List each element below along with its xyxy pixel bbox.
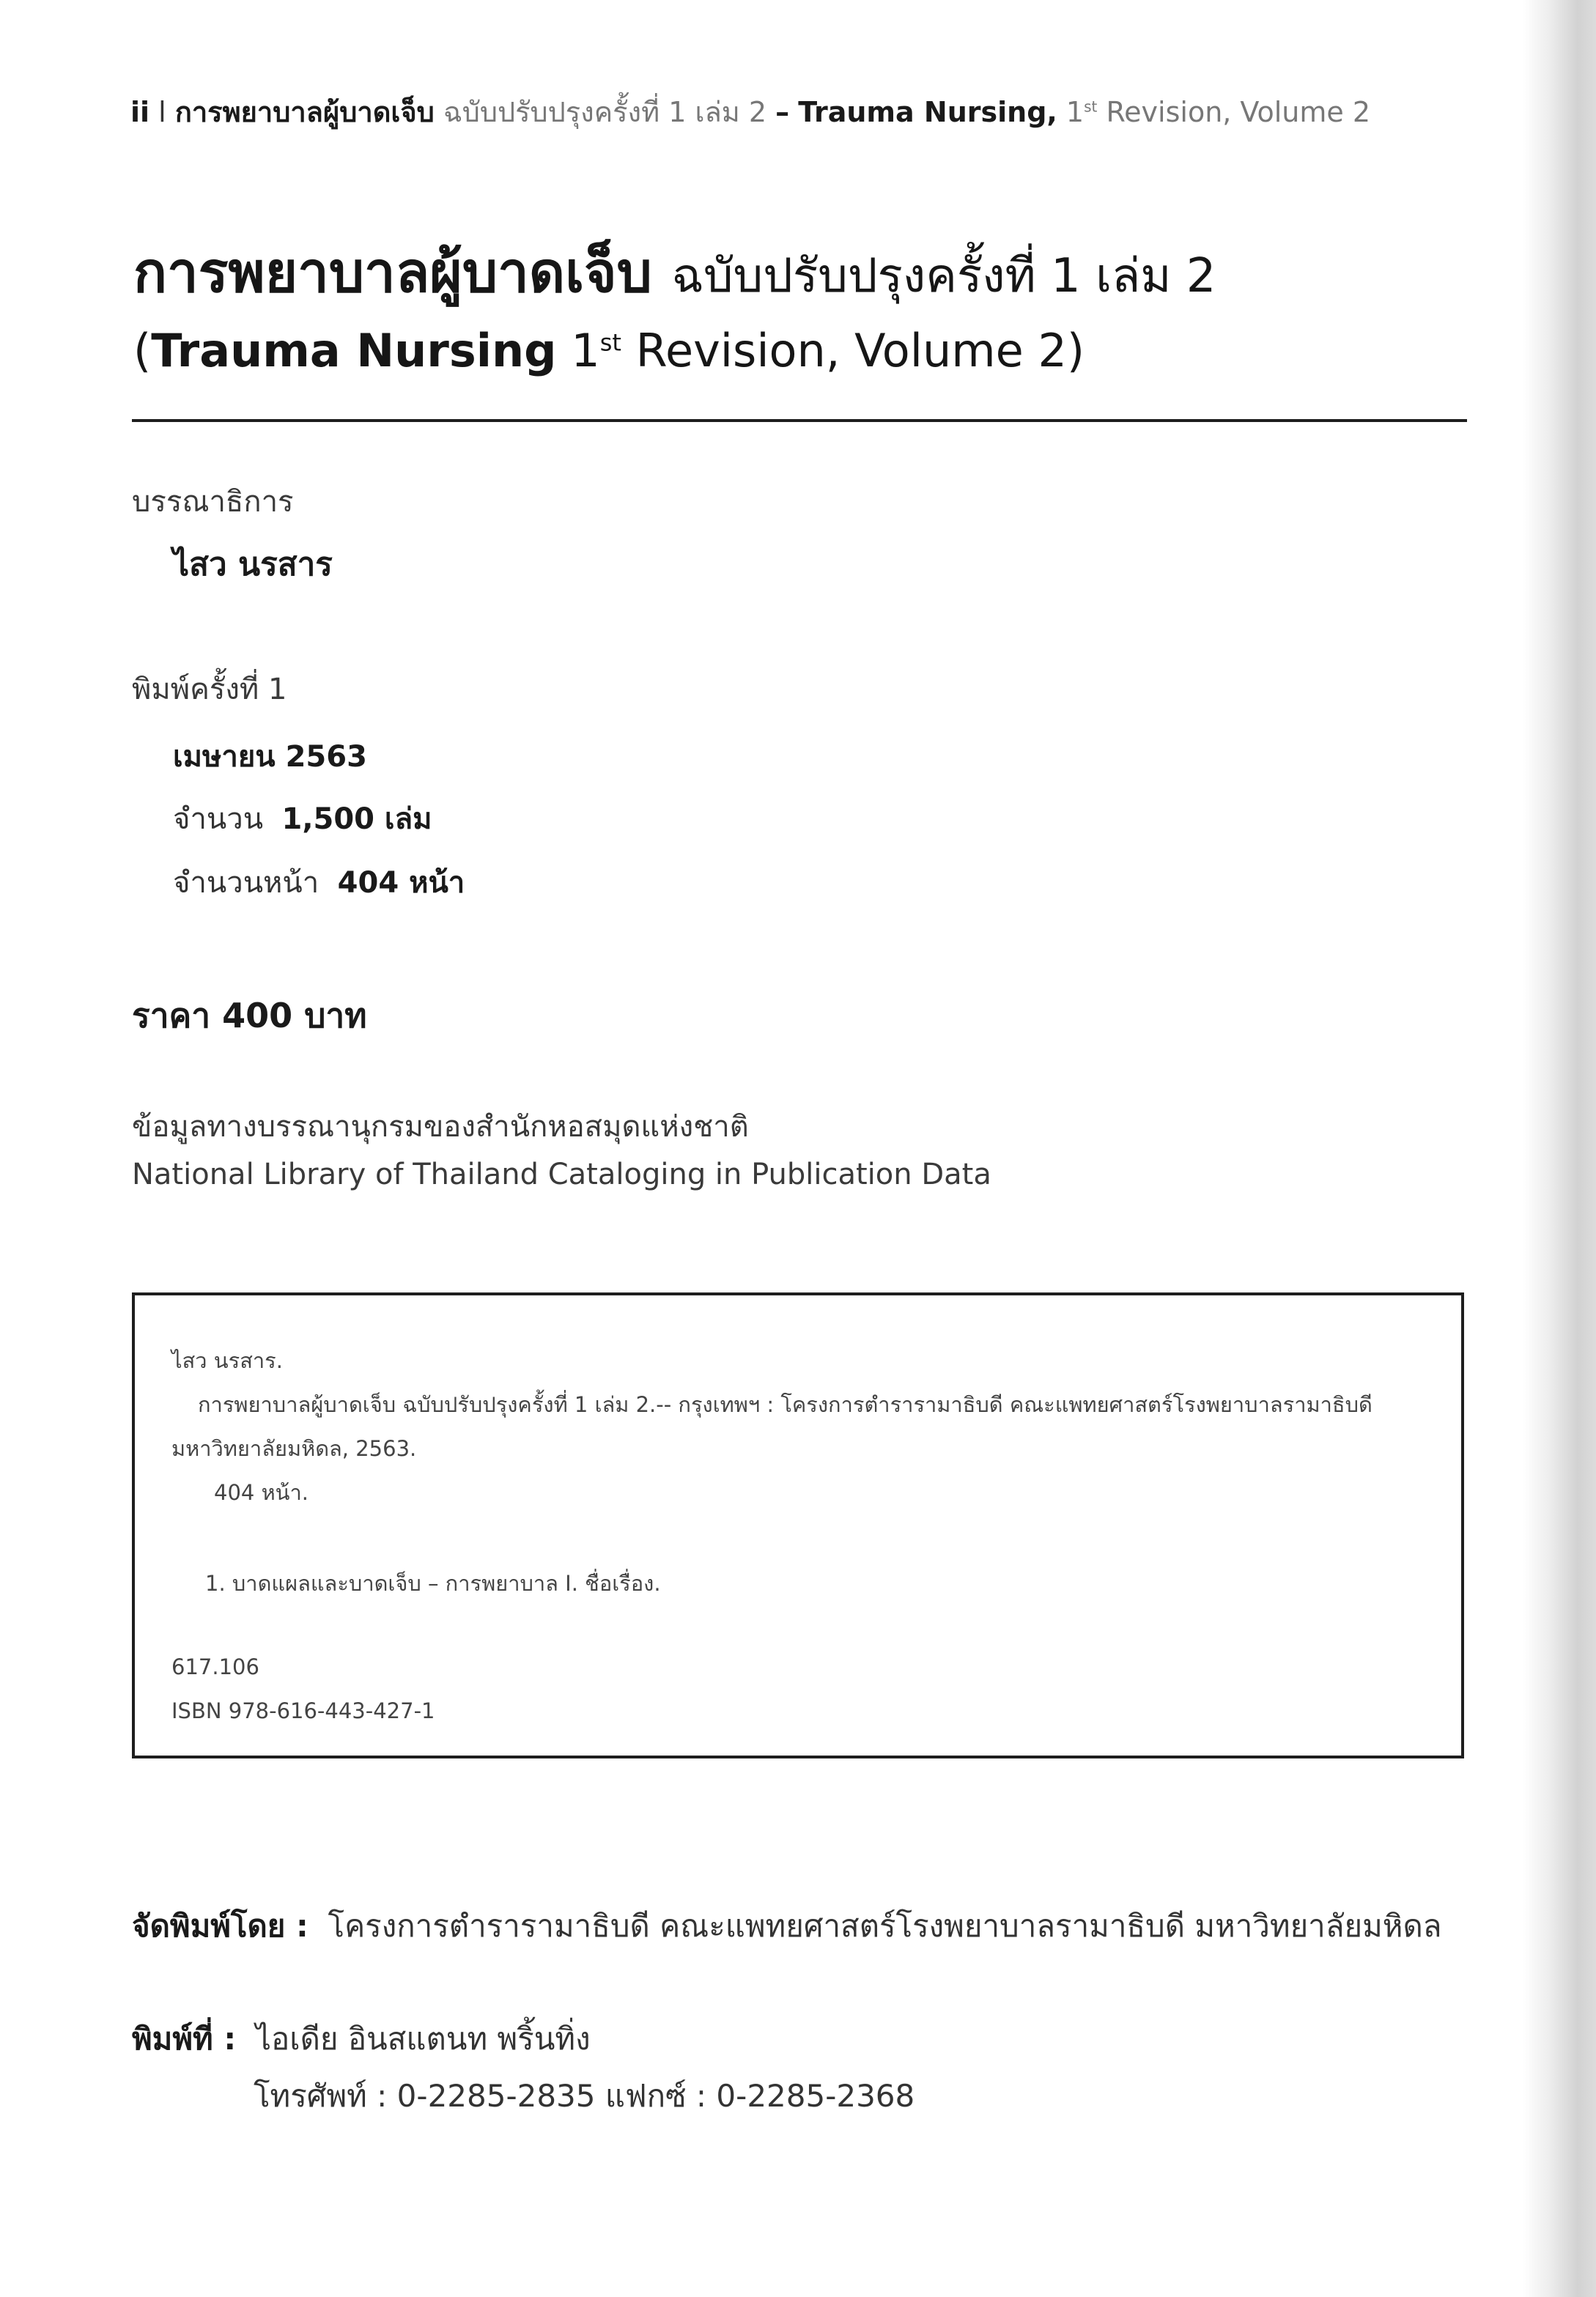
header-thai-edition: ฉบับปรับปรุงครั้งที่ 1 เล่ม 2	[443, 96, 767, 128]
copies-label: จำนวน	[173, 802, 264, 836]
catalog-author: ไสว นรสาร.	[171, 1348, 283, 1373]
printer-line	[132, 2015, 591, 2063]
catalog-entry-line-2: มหาวิทยาลัยมหิดล, 2563.	[171, 1436, 417, 1461]
cataloging-record-box	[132, 1292, 1464, 1758]
catalog-pages: 404 หน้า.	[214, 1480, 309, 1505]
header-separator: l	[158, 96, 166, 128]
header-dash: –	[775, 96, 790, 128]
header-thai-title: การพยาบาลผู้บาดเจ็บ	[174, 96, 435, 128]
header-edition-suffix: st	[1084, 97, 1098, 116]
book-title-english-main: Trauma Nursing	[151, 324, 557, 377]
printer-label: พิมพ์ที่ :	[132, 2021, 237, 2057]
editor-label: บรรณาธิการ	[132, 485, 294, 519]
catalog-subjects: 1. บาดแผลและบาดเจ็บ – การพยาบาล I. ชื่อเรื่อง.	[205, 1571, 661, 1596]
printing-date-value: เมษายน 2563	[173, 740, 367, 774]
publisher-label: จัดพิมพ์โดย :	[132, 1908, 309, 1944]
running-header	[130, 89, 1370, 134]
book-title-edition-number: 1	[571, 324, 600, 377]
copies-value: 1,500 เล่ม	[281, 802, 432, 836]
printing-date	[173, 733, 367, 780]
pages-value: 404 หน้า	[337, 866, 465, 900]
page-edge-shadow	[1523, 0, 1596, 2297]
publisher-value: โครงการตำรารามาธิบดี คณะแพทยศาสตร์โรงพยาบาลรามาธิบดี มหาวิทยาลัยมหิดล	[328, 1908, 1442, 1944]
printing-pages	[173, 859, 465, 906]
printing-copies	[173, 795, 432, 842]
book-title-thai-main: การพยาบาลผู้บาดเจ็บ	[133, 240, 652, 305]
page-numeral: ii	[130, 96, 150, 128]
header-english-title: Trauma Nursing,	[798, 96, 1057, 128]
title-divider	[132, 419, 1467, 422]
book-title-thai-edition: ฉบับปรับปรุงครั้งที่ 1 เล่ม 2	[671, 249, 1216, 303]
printing-label: พิมพ์ครั้งที่ 1	[132, 673, 287, 706]
cip-heading-thai: ข้อมูลทางบรรณานุกรมของสำนักหอสมุดแห่งชาติ	[132, 1110, 749, 1144]
cip-heading-english: National Library of Thailand Cataloging in Publication Data	[132, 1158, 991, 1191]
printer-contact: โทรศัพท์ : 0-2285-2835 แฟกซ์ : 0-2285-2368	[254, 2078, 915, 2114]
catalog-entry-line-1: การพยาบาลผู้บาดเจ็บ ฉบับปรับปรุงครั้งที่ 1 เล่ม 2.-- กรุงเทพฯ : โครงการตำรารามาธิบดี คณะแพทยศาสตร์โรงพยาบาลรามาธิบดี	[198, 1392, 1373, 1417]
header-edition-number: 1	[1065, 96, 1085, 128]
book-title-edition-suffix: st	[599, 328, 621, 357]
catalog-classification: 617.106	[171, 1654, 259, 1679]
publisher-line	[132, 1902, 1442, 1950]
pages-label: จำนวนหน้า	[173, 866, 319, 900]
editor-name: ไสว นรสาร	[173, 546, 333, 583]
price: ราคา 400 บาท	[132, 996, 367, 1035]
printer-name: ไอเดีย อินสแตนท พริ้นทิ่ง	[255, 2021, 591, 2057]
book-title-thai	[133, 229, 1216, 317]
book-title-open-paren: (	[133, 324, 152, 377]
book-title-english	[133, 324, 1085, 377]
book-title-edition-text: Revision, Volume 2)	[635, 324, 1085, 377]
catalog-isbn: ISBN 978-616-443-427-1	[171, 1698, 435, 1723]
header-edition-text: Revision, Volume 2	[1106, 96, 1371, 128]
